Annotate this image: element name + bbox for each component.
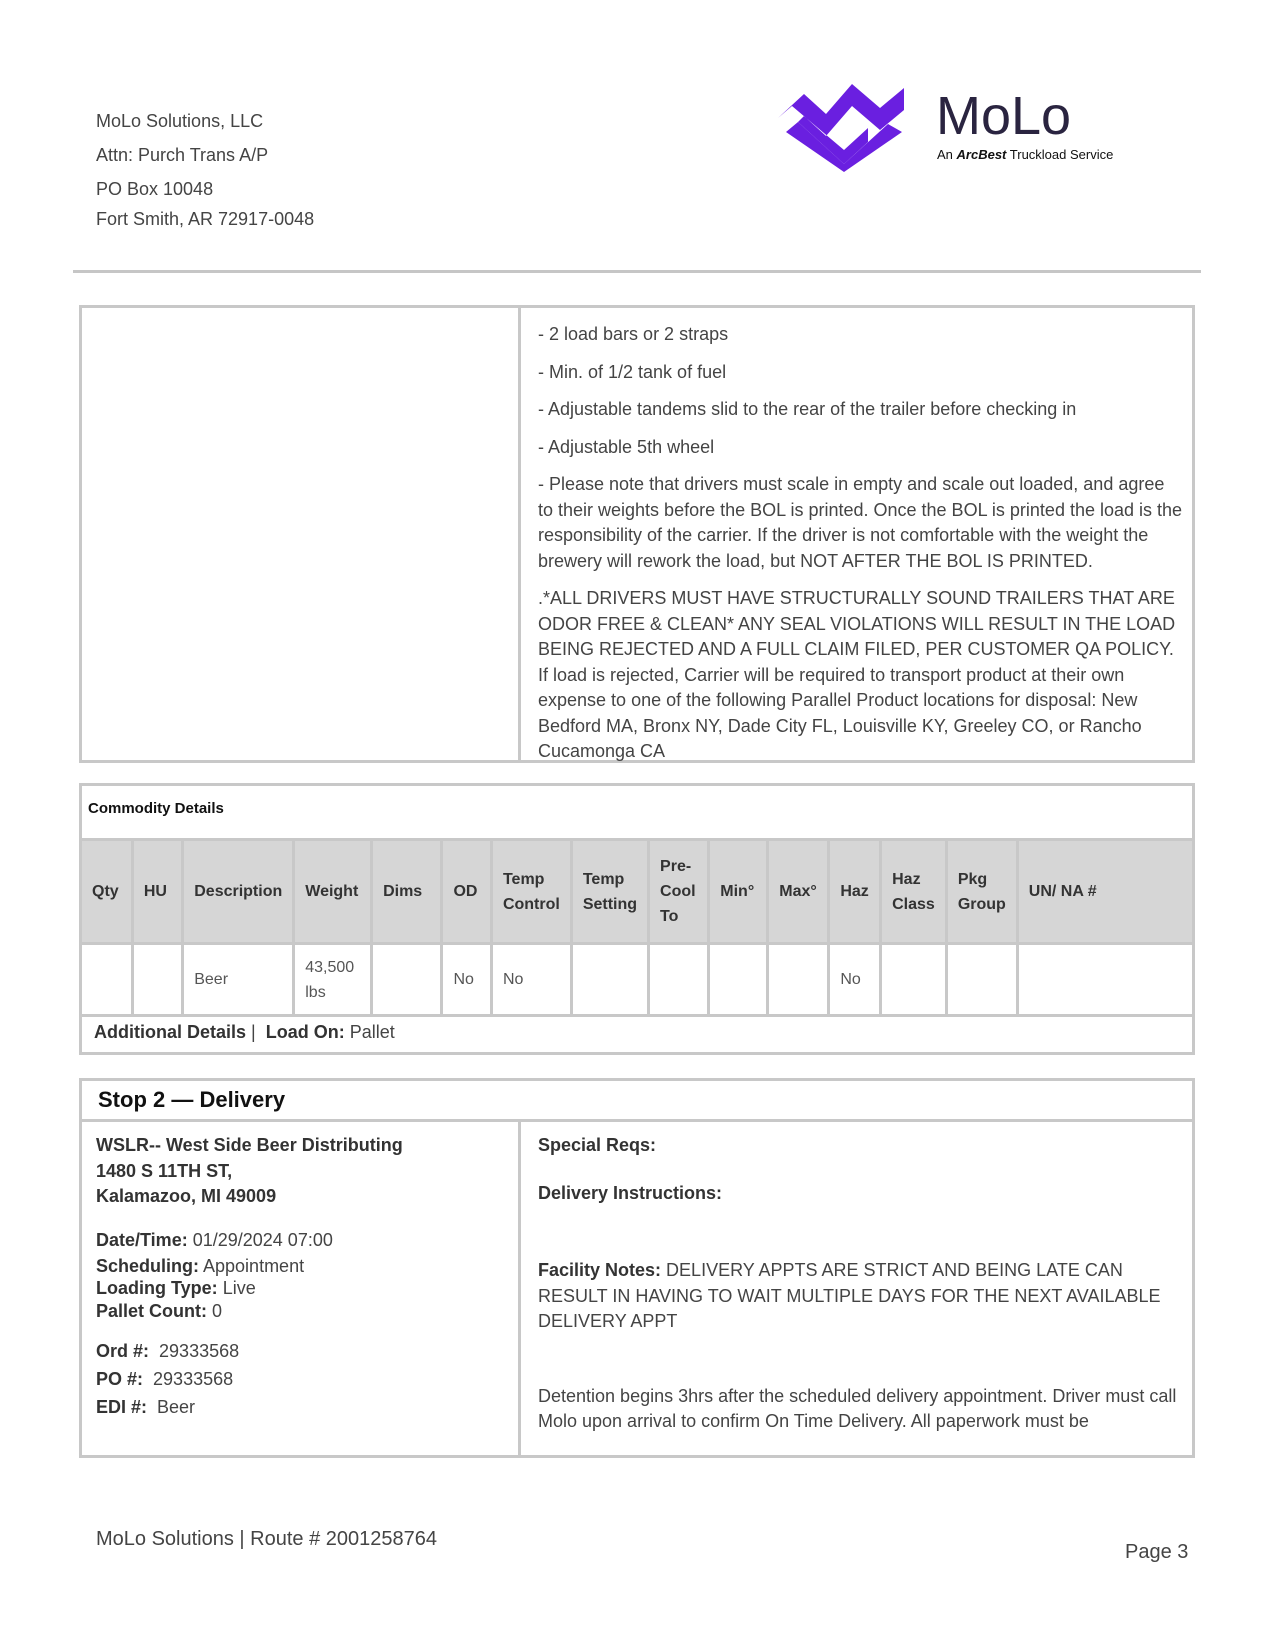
- edi-label: EDI #:: [96, 1396, 148, 1417]
- po-value: 29333568: [153, 1368, 234, 1389]
- col-header: Pre-Cool To: [649, 840, 709, 944]
- sender-company: MoLo Solutions, LLC: [96, 111, 264, 131]
- col-header: Haz Class: [881, 840, 947, 944]
- sender-po-box: PO Box 10048: [96, 179, 214, 199]
- requirement-item: - Adjustable tandems slid to the rear of the trailer before checking in: [538, 399, 1077, 419]
- sender-attn: Attn: Purch Trans A/P: [96, 145, 269, 165]
- loading-type-label: Loading Type:: [96, 1278, 218, 1298]
- requirement-item: - Min. of 1/2 tank of fuel: [538, 361, 727, 382]
- table-cell: [571, 944, 648, 1016]
- table-cell: [768, 944, 829, 1016]
- pallet-count-label: Pallet Count:: [96, 1301, 207, 1321]
- delivery-instructions-label: Delivery Instructions:: [538, 1182, 723, 1203]
- separator: |: [251, 1022, 256, 1042]
- molo-logo-mark-icon: [778, 84, 908, 172]
- col-header: Dims: [372, 840, 442, 944]
- stop-title: Stop 2 — Delivery: [98, 1087, 286, 1112]
- col-header: Description: [183, 840, 294, 944]
- requirements-list: [538, 322, 1184, 777]
- facility-notes-label: Facility Notes:: [538, 1260, 662, 1280]
- additional-details-label: Additional Details: [94, 1022, 247, 1042]
- col-header: HU: [132, 840, 182, 944]
- table-cell: [881, 944, 947, 1016]
- requirement-item: - Please note that drivers must scale in empty and scale out loaded, and agree to their weights before the BOL is printed. Once the BOL is printed the load is the responsibility of the carrier. If the driver is not comfortable with the weight the brewery will rework the load, but NOT AFTER THE BOL IS PRINTED.: [538, 474, 1183, 571]
- table-cell: 43,500 lbs: [294, 944, 372, 1016]
- datetime-label: Date/Time:: [96, 1229, 188, 1250]
- molo-logo: [778, 84, 1146, 176]
- table-cell: [132, 944, 182, 1016]
- sender-address: [96, 104, 314, 232]
- commodity-title: Commodity Details: [88, 800, 224, 817]
- pallet-count-value: 0: [212, 1301, 223, 1321]
- stop-instructions: [538, 1133, 1188, 1435]
- detention-text: Detention begins 3hrs after the scheduled delivery appointment. Driver must call Molo upon arrival to confirm On Time Delivery. All paperwork must be: [538, 1385, 1177, 1431]
- requirement-item: - 2 load bars or 2 straps: [538, 324, 729, 344]
- logo-tagline-brand: ArcBest: [956, 147, 1007, 162]
- sender-city: Fort Smith, AR 72917-0048: [96, 209, 315, 229]
- table-cell: [946, 944, 1017, 1016]
- column-divider: [518, 1122, 521, 1455]
- stop-facility-info: [96, 1133, 506, 1421]
- table-cell: [1017, 944, 1192, 1016]
- delivery-instructions: [538, 1181, 1188, 1207]
- scheduling-row: [96, 1254, 506, 1278]
- edi-row: [96, 1393, 506, 1421]
- facility-name: WSLR-- West Side Beer Distributing: [96, 1135, 403, 1155]
- table-cell: [82, 944, 132, 1016]
- table-cell: [709, 944, 768, 1016]
- col-header: Max°: [768, 840, 829, 944]
- table-cell: No: [491, 944, 571, 1016]
- ord-row: [96, 1337, 506, 1365]
- datetime-value: 01/29/2024 07:00: [192, 1229, 333, 1250]
- ord-value: 29333568: [159, 1340, 240, 1361]
- table-cell: No: [442, 944, 491, 1016]
- ord-label: Ord #:: [96, 1340, 150, 1361]
- table-cell: [372, 944, 442, 1016]
- requirement-item: - Adjustable 5th wheel: [538, 436, 715, 457]
- footer-route: MoLo Solutions | Route # 2001258764: [96, 1528, 438, 1550]
- scheduling-label: Scheduling:: [96, 1256, 199, 1276]
- po-label: PO #:: [96, 1368, 144, 1389]
- facility-notes: [538, 1258, 1188, 1335]
- logo-tagline: [937, 147, 1113, 162]
- scheduling-value: Appointment: [203, 1256, 305, 1276]
- col-header: Haz: [829, 840, 881, 944]
- additional-details: [94, 1022, 395, 1043]
- table-row: [82, 944, 1192, 1016]
- commodity-details-box: [79, 783, 1195, 1055]
- table-cell: No: [829, 944, 881, 1016]
- facility-notes-value: DELIVERY APPTS ARE STRICT AND BEING LATE CAN RESULT IN HAVING TO WAIT MULTIPLE DAYS FOR THE NEXT AVAILABLE DELIVERY APPT: [538, 1260, 1161, 1331]
- facility-city: Kalamazoo, MI 49009: [96, 1186, 277, 1206]
- col-header: Temp Control: [491, 840, 571, 944]
- column-divider: [518, 308, 521, 760]
- special-reqs-label: Special Reqs:: [538, 1135, 657, 1155]
- col-header: Min°: [709, 840, 768, 944]
- col-header: Qty: [82, 840, 132, 944]
- logo-tagline-suffix: Truckload Service: [1009, 147, 1114, 162]
- pallet-count-row: [96, 1299, 506, 1325]
- loading-type-row: [96, 1278, 506, 1299]
- col-header: Temp Setting: [571, 840, 648, 944]
- requirement-item: .*ALL DRIVERS MUST HAVE STRUCTURALLY SOUND TRAILERS THAT ARE ODOR FREE & CLEAN* ANY SEAL VIOLATIONS WILL RESULT IN THE LOAD BEING REJECTED AND A FULL CLAIM FILED, PER CUSTOMER QA POLICY. If load is rejected, Carrier will be required to transport product at their own expense to one of the following Parallel Product locations for disposal: New Bedford MA, Bronx NY, Dade City FL, Louisville KY, Greeley CO, or Rancho Cucamonga CA: [538, 588, 1176, 761]
- logo-wordmark: MoLo: [936, 86, 1072, 146]
- facility-street: 1480 S 11TH ST,: [96, 1160, 233, 1181]
- commodity-header-row: [82, 840, 1192, 944]
- logo-tagline-prefix: An: [937, 147, 953, 162]
- col-header: UN/ NA #: [1017, 840, 1192, 944]
- table-cell: Beer: [183, 944, 294, 1016]
- datetime-row: [96, 1228, 506, 1254]
- edi-value: Beer: [157, 1396, 196, 1417]
- col-header: Pkg Group: [946, 840, 1017, 944]
- stop-delivery-box: [79, 1078, 1195, 1458]
- col-header: Weight: [294, 840, 372, 944]
- po-row: [96, 1365, 506, 1393]
- page-number: Page 3: [1125, 1541, 1189, 1563]
- commodity-table: [82, 838, 1192, 1017]
- stop-header: [82, 1081, 1192, 1122]
- stop-requirements-box: [79, 305, 1195, 763]
- load-on-value: Pallet: [349, 1022, 395, 1042]
- col-header: OD: [442, 840, 491, 944]
- header-divider: [73, 270, 1201, 273]
- loading-type-value: Live: [222, 1278, 256, 1298]
- load-on-label: Load On:: [265, 1022, 345, 1042]
- special-reqs: [538, 1133, 1188, 1159]
- table-cell: [649, 944, 709, 1016]
